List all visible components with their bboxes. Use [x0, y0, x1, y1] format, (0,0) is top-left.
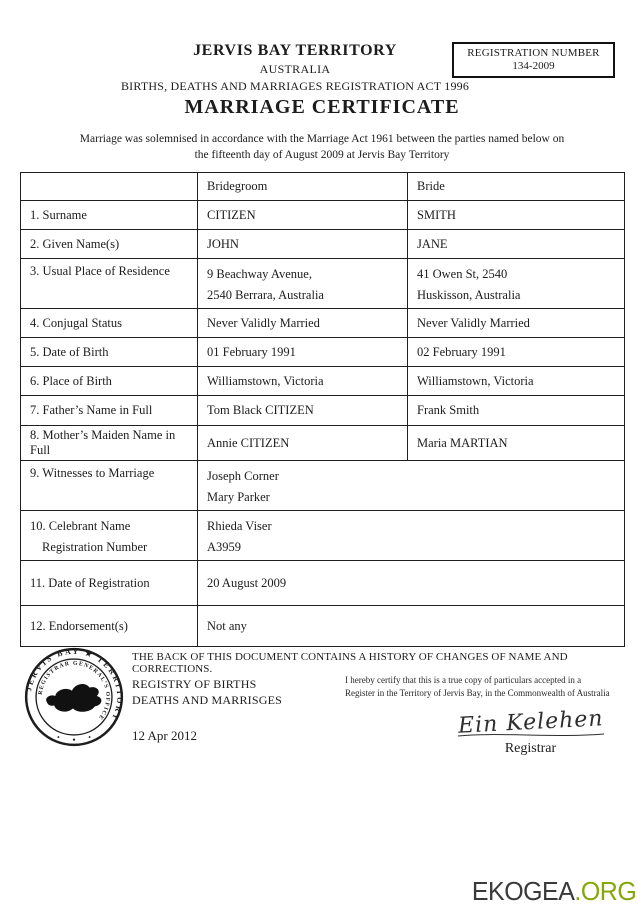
registration-number-value: 134-2009 — [512, 60, 555, 72]
endorsements-value: Not any — [198, 606, 625, 647]
table-row — [21, 511, 625, 561]
certification-statement: I hereby certify that this is a true copy of particulars accepted in a Register in the Territory of Jervis Bay, in the Commonwealth of Australia — [345, 675, 610, 698]
bride-place-of-birth: Williamstown, Victoria — [408, 367, 625, 396]
ekogea-watermark — [472, 876, 636, 907]
row-label: 10. Celebrant Name Registration Number — [21, 511, 198, 561]
row-label: 11. Date of Registration — [21, 561, 198, 606]
table-row — [21, 561, 625, 606]
table-row — [21, 230, 625, 259]
table-row — [21, 396, 625, 426]
particulars-table — [20, 172, 625, 647]
seal-territory-map — [46, 684, 101, 712]
table-row — [21, 606, 625, 647]
bridegroom-residence: 9 Beachway Avenue, 2540 Berrara, Australia — [198, 259, 408, 309]
registry-line1: REGISTRY OF BIRTHS — [132, 677, 257, 691]
bride-mother-name: Maria MARTIAN — [408, 426, 625, 461]
bride-given-names: JANE — [408, 230, 625, 259]
bride-conjugal-status: Never Validly Married — [408, 309, 625, 338]
table-header-row — [21, 173, 625, 201]
page-title: MARRIAGE CERTIFICATE — [184, 96, 460, 118]
table-row — [21, 309, 625, 338]
bridegroom-surname: CITIZEN — [198, 201, 408, 230]
row-label: 9. Witnesses to Marriage — [21, 461, 198, 511]
bride-column-header: Bride — [408, 173, 625, 201]
watermark-tld: .ORG — [574, 876, 636, 906]
table-row — [21, 201, 625, 230]
row-label: 6. Place of Birth — [21, 367, 198, 396]
bride-surname: SMITH — [408, 201, 625, 230]
solemnisation-line1: Marriage was solemnised in accordance with the Marriage Act 1961 between the parties named below on — [79, 133, 565, 145]
territory-title: JERVIS BAY TERRITORY — [193, 42, 397, 59]
table-row — [21, 259, 625, 309]
registrar-label: Registrar — [504, 741, 557, 756]
bridegroom-date-of-birth: 01 February 1991 — [198, 338, 408, 367]
signature-block — [438, 706, 623, 757]
row-label: 8. Mother’s Maiden Name in Full — [21, 426, 198, 461]
seal-outer-text: JERVIS BAY ★ TERRITORY — [24, 646, 125, 724]
row-label: 3. Usual Place of Residence — [21, 259, 198, 309]
registration-date-value: 20 August 2009 — [198, 561, 625, 606]
solemnisation-statement — [0, 131, 644, 163]
bridegroom-given-names: JOHN — [198, 230, 408, 259]
bride-residence: 41 Owen St, 2540 Huskisson, Australia — [408, 259, 625, 309]
back-of-document-notice: THE BACK OF THIS DOCUMENT CONTAINS A HISTORY OF CHANGES OF NAME AND CORRECTIONS. — [132, 651, 568, 675]
registration-number-label: REGISTRATION NUMBER — [467, 47, 600, 59]
corner-cell — [21, 173, 198, 201]
registration-number-box — [452, 42, 615, 78]
table-row — [21, 426, 625, 461]
watermark-brand: EKOGEA — [471, 876, 575, 906]
table-row — [21, 338, 625, 367]
witnesses-value: Joseph Corner Mary Parker — [198, 461, 625, 511]
seal-inner-text: REGISTRAR GENERAL’S OFFICE — [37, 660, 111, 722]
registrar-signature: Ein Kelehen — [457, 706, 604, 739]
row-label: 4. Conjugal Status — [21, 309, 198, 338]
bridegroom-conjugal-status: Never Validly Married — [198, 309, 408, 338]
country-label: AUSTRALIA — [259, 62, 331, 76]
row-label: 5. Date of Birth — [21, 338, 198, 367]
bride-father-name: Frank Smith — [408, 396, 625, 426]
celebrant-value: Rhieda Viser A3959 — [198, 511, 625, 561]
table-row — [21, 367, 625, 396]
registry-name — [132, 676, 282, 708]
row-label: 2. Given Name(s) — [21, 230, 198, 259]
bridegroom-mother-name: Annie CITIZEN — [198, 426, 408, 461]
registry-line2: DEATHS AND MARRISGES — [132, 693, 283, 707]
bridegroom-father-name: Tom Black CITIZEN — [198, 396, 408, 426]
bridegroom-column-header: Bridegroom — [198, 173, 408, 201]
act-label: BIRTHS, DEATHS AND MARRIAGES REGISTRATION ACT 1996 — [120, 79, 470, 93]
registrar-general-seal — [22, 645, 126, 749]
row-label: 12. Endorsement(s) — [21, 606, 198, 647]
bride-date-of-birth: 02 February 1991 — [408, 338, 625, 367]
issue-date: 12 Apr 2012 — [132, 728, 197, 743]
solemnisation-line2: the fifteenth day of August 2009 at Jervis Bay Territory — [194, 149, 450, 161]
row-label: 1. Surname — [21, 201, 198, 230]
row-label: 7. Father’s Name in Full — [21, 396, 198, 426]
bridegroom-place-of-birth: Williamstown, Victoria — [198, 367, 408, 396]
table-row — [21, 461, 625, 511]
